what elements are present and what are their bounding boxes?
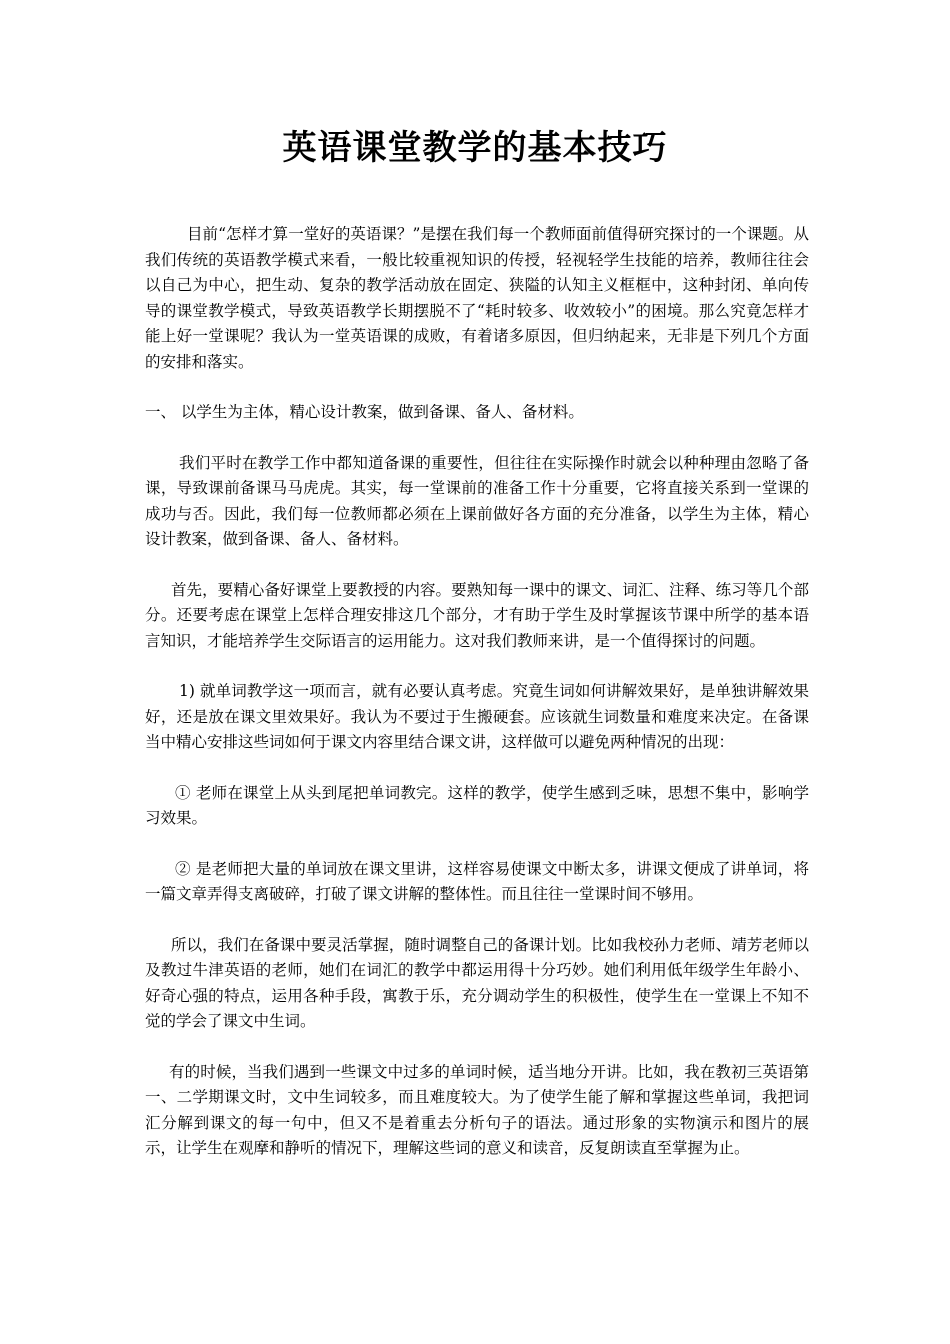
document-body — [145, 222, 809, 1162]
intro-paragraph: 目前“怎样才算一堂好的英语课？”是摆在我们每一个教师面前值得研究探讨的一个课题。从我们传统的英语教学模式来看，一般比较重视知识的传授，轻视轻学生技能的培养，教师往往会以自己为中心，把生动、复杂的教学活动放在固定、狭隘的认知主义框框中，这种封闭、单向传导的课堂教学模式，导致英语教学长期摆脱不了“耗时较多、收效较小”的困境。那么究竟怎样才能上好一堂课呢？我认为一堂英语课的成败，有着诸多原因，但归纳起来，无非是下列几个方面的安排和落实。 — [145, 225, 809, 371]
section-heading-1: 一、 以学生为主体，精心设计教案，做到备课、备人、备材料。 — [145, 403, 584, 421]
body-paragraph: 所以，我们在备课中要灵活掌握，随时调整自己的备课计划。比如我校孙力老师、靖芳老师以及教过牛津英语的老师，她们在词汇的教学中都运用得十分巧妙。她们利用低年级学生年龄小、好奇心强的特点，运用各种手段，寓教于乐，充分调动学生的积极性，使学生在一堂课上不知不觉的学会了课文中生词。 — [145, 935, 809, 1030]
document-title: 英语课堂教学的基本技巧 — [282, 128, 668, 168]
body-paragraph: 1) 就单词教学这一项而言，就有必要认真考虑。究竟生词如何讲解效果好，是单独讲解效果好，还是放在课文里效果好。我认为不要过于生搬硬套。应该就生词数量和难度来决定。在备课当中精心安排这些词如何于课文内容里结合课文讲，这样做可以避免两种情况的出现： — [145, 682, 809, 751]
body-paragraph: 我们平时在教学工作中都知道备课的重要性，但往往在实际操作时就会以种种理由忽略了备课，导致课前备课马马虎虎。其实，每一堂课前的准备工作十分重要，它将直接关系到一堂课的成功与否。因此，我们每一位教师都必须在上课前做好各方面的充分准备，以学生为主体，精心设计教案，做到备课、备人、备材料。 — [145, 453, 809, 548]
body-paragraph: 首先，要精心备好课堂上要教授的内容。要熟知每一课中的课文、词汇、注释、练习等几个部分。还要考虑在课堂上怎样合理安排这几个部分，才有助于学生及时掌握该节课中所学的基本语言知识，才能培养学生交际语言的运用能力。这对我们教师来讲，是一个值得探讨的问题。 — [145, 580, 809, 650]
list-item-paragraph: ② 是老师把大量的单词放在课文里讲，这样容易使课文中断太多，讲课文便成了讲单词，将一篇文章弄得支离破碎，打破了课文讲解的整体性。而且往往一堂课时间不够用。 — [145, 859, 809, 903]
list-item-paragraph: ① 老师在课堂上从头到尾把单词教完。这样的教学，使学生感到乏味，思想不集中，影响学习效果。 — [145, 783, 809, 827]
body-paragraph: 有的时候，当我们遇到一些课文中过多的单词时候，适当地分开讲。比如，我在教初三英语第一、二学期课文时，文中生词较多，而且难度较大。为了使学生能了解和掌握这些单词，我把词汇分解到课文的每一句中，但又不是着重去分析句子的语法。通过形象的实物演示和图片的展示，让学生在观摩和静听的情况下，理解这些词的意义和读音，反复朗读直至掌握为止。 — [145, 1062, 809, 1157]
